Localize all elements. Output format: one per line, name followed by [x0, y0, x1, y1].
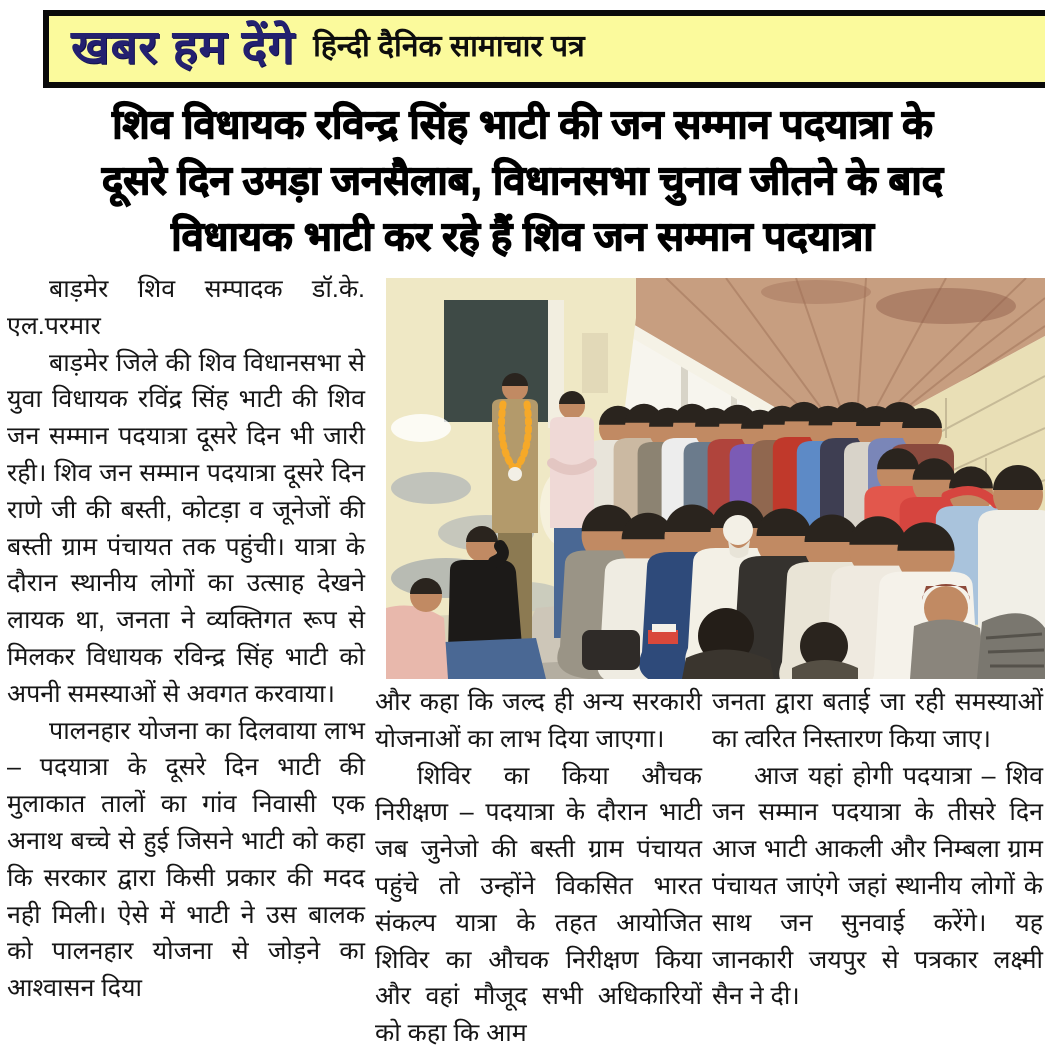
article-column-left	[7, 271, 365, 1003]
newspaper-brand: खबर हम देंगे	[71, 19, 296, 73]
article-paragraph: पालनहार योजना का दिलवाया लाभ – पदयात्रा के दूसरे दिन भाटी की मुलाकात तालों का गांव निवासी एक अनाथ बच्चे से हुई जिसने भाटी को कहा कि सरकार द्वारा किसी प्रकार की मदद नही मिली। ऐसे में भाटी ने उस बालक को पालनहार योजना से जोड़ने का आश्वासन दिया	[7, 716, 365, 1003]
article-paragraph: बाड़मेर जिले की शिव विधानसभा से युवा विधायक रविंद्र सिंह भाटी की शिव जन सम्मान पदयात्रा दूसरे दिन भी जारी रही। शिव जन सम्मान पदयात्रा दूसरे दिन राणे जी की बस्ती, कोटड़ा व जूनेजों की बस्ती ग्राम पंचायत तक पहुंची। यात्रा के दौरान स्थानीय लोगों का उत्साह देखने लायक था, जनता ने व्यक्तिगत रूप से मिलकर विधायक रविन्द्र सिंह भाटी को अपनी समस्याओं से अवगत करवाया।	[7, 348, 365, 708]
article-paragraph: शिविर का किया औचक निरीक्षण – पदयात्रा के दौरान भाटी जब जुनेजो की बस्ती ग्राम पंचायत पहुंचे तो उन्होंने विकसित भारत संकल्प यात्रा के तहत आयोजित शिविर का औचक निरीक्षण किया और वहां मौजूद सभी अधिकारियों को कहा कि आम	[375, 761, 702, 1048]
article-paragraph: आज यहां होगी पदयात्रा – शिव जन सम्मान पदयात्रा के तीसरे दिन आज भाटी आकली और निम्बला ग्राम पंचायत जाएंगे जहां स्थानीय लोगों के साथ जन सुनवाई करेंगे। यह जानकारी जयपुर से पत्रकार लक्ष्मी सैन ने दी।	[712, 761, 1043, 1011]
photo-illustration	[386, 278, 1045, 679]
article-paragraph: जनता द्वारा बताई जा रही समस्याओं का त्वरित निस्तारण किया जाए।	[712, 688, 1043, 753]
article-paragraph: और कहा कि जल्द ही अन्य सरकारी योजनाओं का लाभ दिया जाएगा।	[375, 688, 702, 753]
headline-line: विधायक भाटी कर रहे हैं शिव जन सम्मान पदयात्रा	[171, 215, 874, 259]
newspaper-tagline: हिन्दी दैनिक सामाचार पत्र	[313, 30, 585, 63]
article-column-middle	[375, 684, 702, 1048]
article-headline	[0, 97, 1045, 265]
headline-line: शिव विधायक रविन्द्र सिंह भाटी की जन सम्मान पदयात्रा के	[112, 103, 933, 147]
headline-line: दूसरे दिन उमड़ा जनसैलाब, विधानसभा चुनाव जीतने के बाद	[102, 159, 943, 203]
article-column-right	[712, 684, 1043, 1011]
masthead-banner	[43, 10, 1045, 88]
article-photo	[386, 278, 1045, 679]
article-paragraph: बाड़मेर शिव सम्पादक डॉ.के. एल.परमार	[7, 275, 365, 340]
